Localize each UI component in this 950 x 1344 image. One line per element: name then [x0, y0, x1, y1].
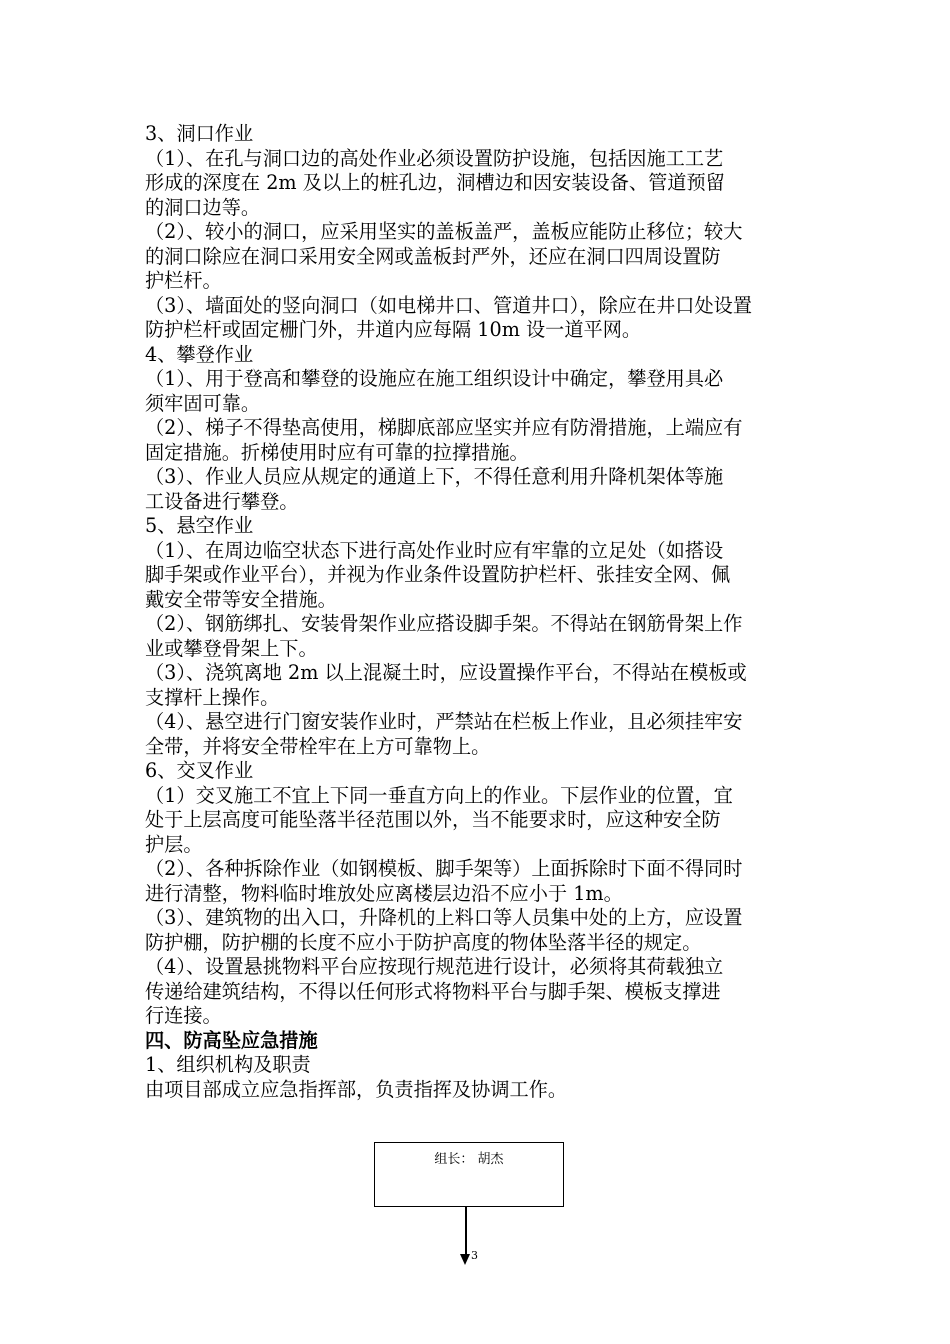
text-line: 4、攀登作业	[145, 342, 254, 366]
text-line: （3）、浇筑离地 2m 以上混凝土时，应设置操作平台，不得站在模板或	[145, 661, 747, 684]
text-line: 工设备进行攀登。	[145, 489, 299, 513]
text-line: 支撑杆上操作。	[145, 685, 280, 709]
text-line: 脚手架或作业平台），并视为作业条件设置防护栏杆、张挂安全网、佩	[145, 563, 731, 586]
text-line: 防护栏杆或固定栅门外，井道内应每隔 10m 设一道平网。	[145, 318, 642, 341]
document-body	[145, 122, 810, 1102]
text-line: 护层。	[145, 832, 203, 856]
org-chart-leader-label: 组长： 胡杰	[434, 1152, 504, 1167]
section-heading: 四、防高坠应急措施	[145, 1028, 318, 1052]
text-line: （2）、较小的洞口，应采用坚实的盖板盖严，盖板应能防止移位；较大	[145, 220, 743, 243]
text-line: 3、洞口作业	[145, 122, 254, 145]
text-line: （3）、作业人员应从规定的通道上下，不得任意利用升降机架体等施	[145, 465, 724, 488]
text-line: 行连接。	[145, 1004, 222, 1027]
text-line: 传递给建筑结构，不得以任何形式将物料平台与脚手架、模板支撑进	[145, 979, 721, 1003]
text-line: 5、悬空作业	[145, 514, 254, 537]
text-line: 形成的深度在 2m 及以上的桩孔边，洞槽边和因安装设备、管道预留	[145, 171, 725, 194]
text-line: 防护棚，防护棚的长度不应小于防护高度的物体坠落半径的规定。	[145, 930, 702, 954]
text-line: 的洞口边等。	[145, 195, 261, 219]
org-chart-connector-line	[465, 1207, 467, 1257]
text-line: （1）交叉施工不宜上下同一垂直方向上的作业。下层作业的位置，宜	[145, 783, 733, 807]
text-line: （3）、墙面处的竖向洞口（如电梯井口、管道井口），除应在井口处设置	[145, 293, 753, 317]
text-line: 6、交叉作业	[145, 759, 254, 782]
text-line: 护栏杆。	[145, 269, 222, 292]
text-line: （2）、梯子不得垫高使用，梯脚底部应坚实并应有防滑措施，上端应有	[145, 416, 743, 439]
text-line: （4）、设置悬挑物料平台应按现行规范进行设计，必须将其荷载独立	[145, 955, 724, 978]
text-line: 戴安全带等安全措施。	[145, 587, 337, 611]
text-line: 全带，并将安全带栓牢在上方可靠物上。	[145, 734, 491, 758]
text-line: 进行清整，物料临时堆放处应离楼层边沿不应小于 1m。	[145, 881, 623, 905]
org-chart-arrow-head	[460, 1254, 470, 1265]
text-line: （4）、悬空进行门窗安装作业时，严禁站在栏板上作业，且必须挂牢安	[145, 710, 743, 733]
text-line: （1）、在孔与洞口边的高处作业必须设置防护设施，包括因施工工艺	[145, 146, 724, 170]
org-chart-leader-box	[374, 1142, 564, 1207]
text-line: 须牢固可靠。	[145, 391, 261, 415]
text-line: （2）、各种拆除作业（如钢模板、脚手架等）上面拆除时下面不得同时	[145, 857, 743, 880]
text-line: 由项目部成立应急指挥部，负责指挥及协调工作。	[145, 1077, 568, 1101]
text-line: （1）、在周边临空状态下进行高处作业时应有牢靠的立足处（如搭设	[145, 538, 724, 562]
page-number: 3	[471, 1249, 478, 1262]
text-line: （2）、钢筋绑扎、安装骨架作业应搭设脚手架。不得站在钢筋骨架上作	[145, 612, 743, 635]
text-line: 1、组织机构及职责	[145, 1053, 311, 1076]
text-line: （3）、建筑物的出入口，升降机的上料口等人员集中处的上方，应设置	[145, 906, 743, 929]
text-line: 业或攀登骨架上下。	[145, 636, 318, 660]
text-line: 处于上层高度可能坠落半径范围以外，当不能要求时，应这种安全防	[145, 808, 721, 831]
text-line: 的洞口除应在洞口采用安全网或盖板封严外，还应在洞口四周设置防	[145, 244, 721, 268]
text-line: 固定措施。折梯使用时应有可靠的拉撑措施。	[145, 440, 529, 464]
text-line: （1）、用于登高和攀登的设施应在施工组织设计中确定，攀登用具必	[145, 367, 724, 390]
